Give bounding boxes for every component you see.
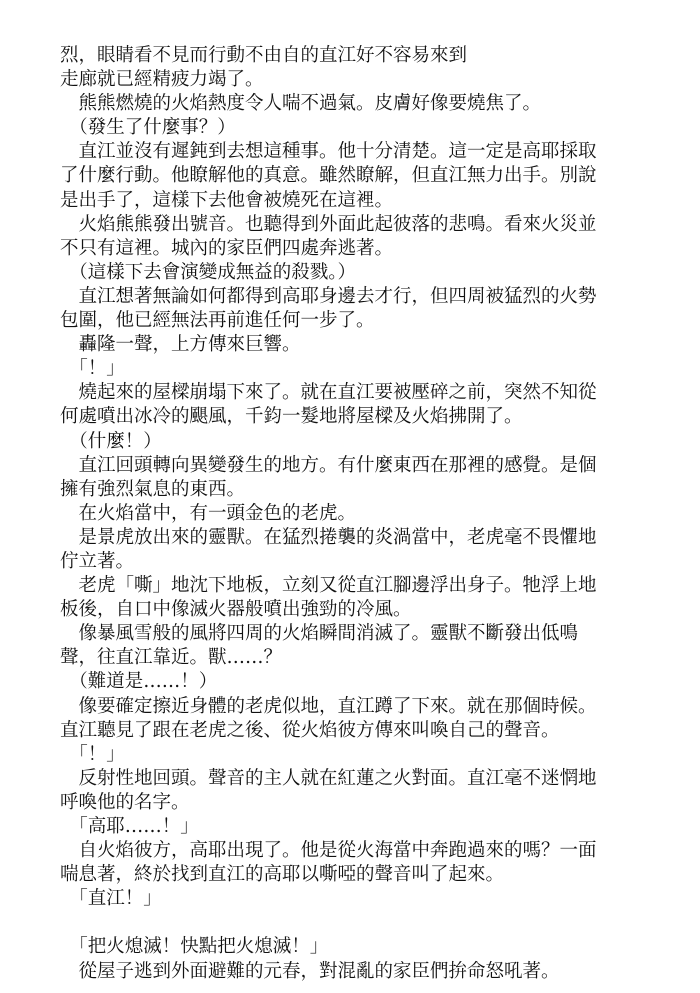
text-line: 包圍，他已經無法再前進任何一步了。 [60,310,375,332]
text-line: 像暴風雪般的風將四周的火焰瞬間消滅了。靈獸不斷發出低鳴 [60,623,579,645]
text-line: 是出手了，這樣下去他會被燒死在這裡。 [60,189,394,211]
text-line: 「！」 [60,743,125,765]
text-line: 「高耶……！」 [60,816,199,837]
text-line: 聲，往直江靠近。獸……？ [60,647,283,669]
text-line: 板後，自口中像滅火器般噴出強勁的冷風。 [60,599,412,621]
text-line: 擁有強烈氣息的東西。 [60,478,246,500]
text-line: 轟隆一聲，上方傳來巨響。 [60,334,301,356]
text-line: 燒起來的屋樑崩塌下來了。就在直江要被壓碎之前，突然不知從 [60,382,597,404]
text-line: （什麼！） [60,430,162,452]
text-line: 走廊就已經精疲力竭了。 [60,69,264,91]
scene-break [60,911,660,935]
novel-page-text [60,44,660,984]
text-line: 「直江！」 [60,888,162,910]
text-line: 直江並沒有遲鈍到去想這種事。他十分清楚。這一定是高耶採取 [60,141,597,163]
text-line: 在火焰當中，有一頭金色的老虎。 [60,502,357,524]
text-line: 烈，眼睛看不見而行動不由自的直江好不容易來到 [60,45,468,66]
text-line: 熊熊燃燒的火焰熱度令人喘不過氣。皮膚好像要燒焦了。 [60,93,542,115]
text-line: 佇立著。 [60,550,135,572]
text-line: 「！」 [60,358,125,380]
text-line: 老虎「嘶」地沈下地板，立刻又從直江腳邊浮出身子。牠浮上地 [60,575,597,597]
text-line: 直江回頭轉向異變發生的地方。有什麼東西在那裡的感覺。是個 [60,454,597,476]
text-line: 「把火熄滅！快點把火熄滅！」 [60,936,329,958]
text-line: 直江聽見了跟在老虎之後、從火焰彼方傳來叫喚自己的聲音。 [60,719,560,741]
text-line: 不只有這裡。城內的家臣們四處奔逃著。 [60,237,394,259]
text-line: （發生了什麼事？） [60,117,236,139]
text-line: 何處噴出冰冷的颶風，千鈞一髮地將屋樑及火焰拂開了。 [60,406,523,428]
text-line: 反射性地回頭。聲音的主人就在紅蓮之火對面。直江毫不迷惘地 [60,767,597,789]
text-line: （這樣下去會演變成無益的殺戮。） [60,261,357,283]
text-line: 直江想著無論如何都得到高耶身邊去才行，但四周被猛烈的火勢 [60,285,597,307]
text-line: 自火焰彼方，高耶出現了。他是從火海當中奔跑過來的嗎？一面 [60,840,597,862]
text-line: 從屋子逃到外面避難的元春，對混亂的家臣們拚命怒吼著。 [60,960,560,982]
text-line: （難道是……！） [60,671,218,693]
text-line: 火焰熊熊發出號音。也聽得到外面此起彼落的悲鳴。看來火災並 [60,213,597,235]
text-line: 喘息著，終於找到直江的高耶以嘶啞的聲音叫了起來。 [60,864,505,886]
text-line: 呼喚他的名字。 [60,791,190,813]
text-line: 像要確定擦近身體的老虎似地，直江蹲了下來。就在那個時候。 [60,695,597,717]
text-line: 是景虎放出來的靈獸。在猛烈捲襲的炎渦當中，老虎毫不畏懼地 [60,526,597,548]
text-line: 了什麼行動。他瞭解他的真意。雖然瞭解，但直江無力出手。別說 [60,165,597,187]
